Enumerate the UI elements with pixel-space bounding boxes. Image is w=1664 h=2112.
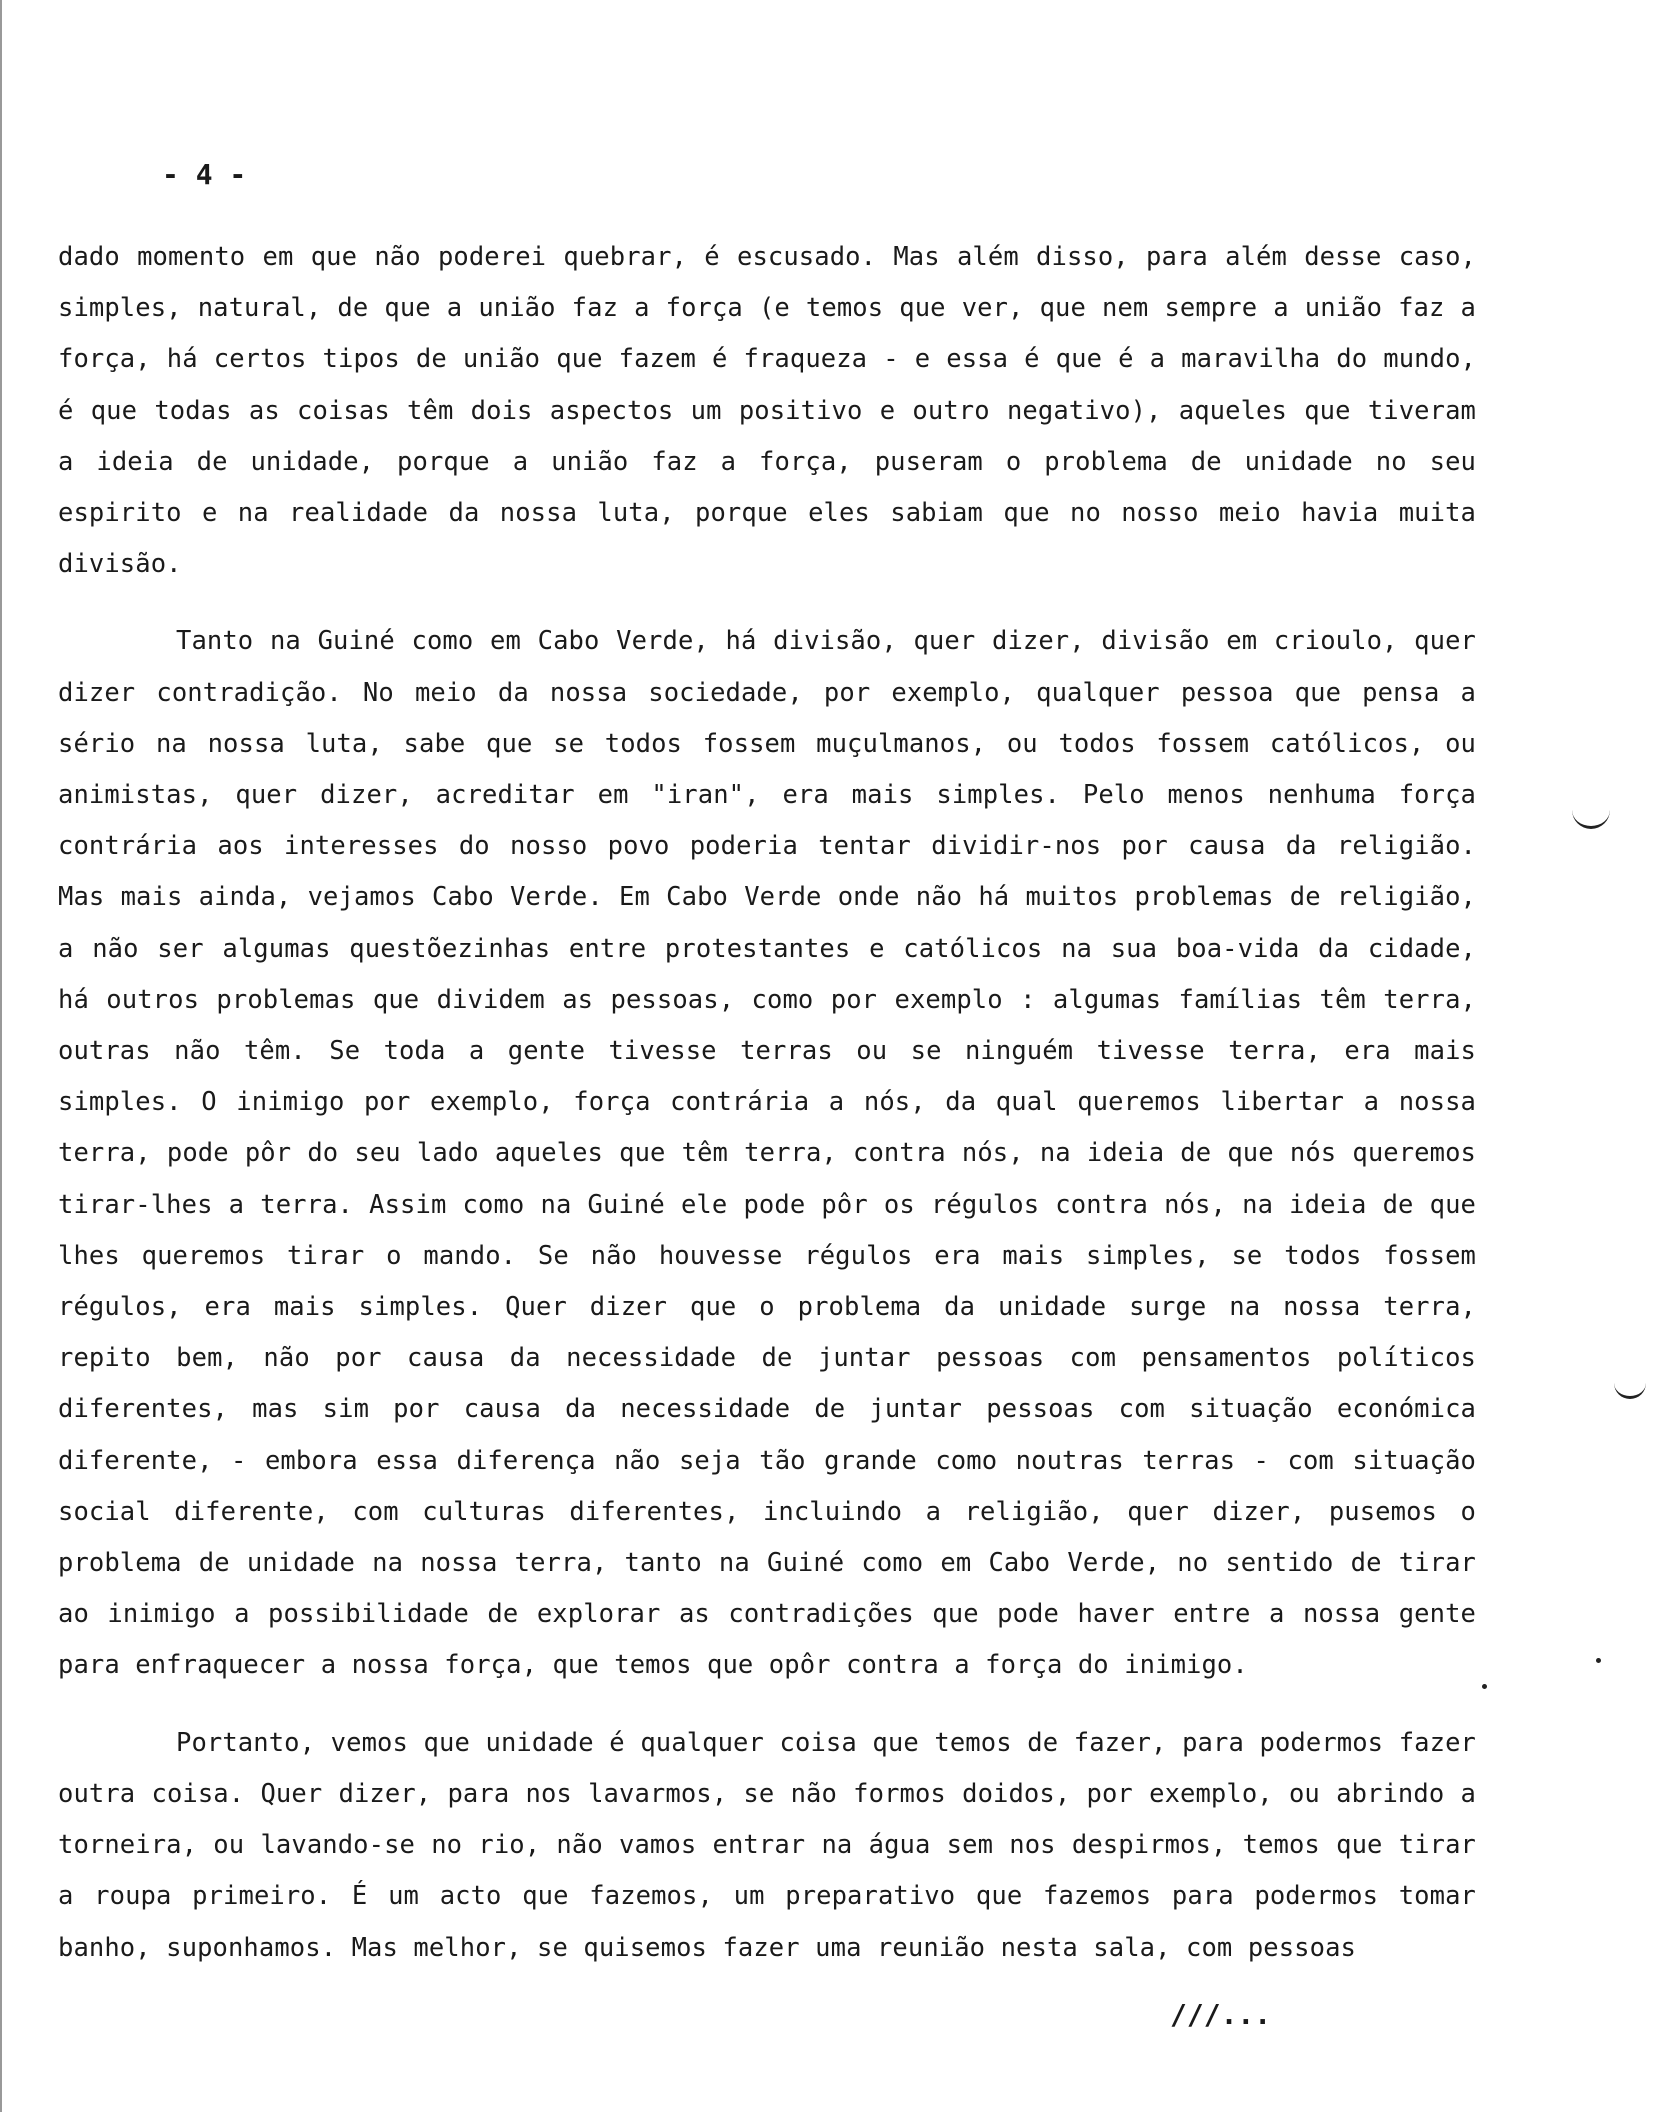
margin-dot [1482, 1684, 1487, 1689]
margin-smudge [1572, 806, 1610, 829]
margin-smudge [1614, 1378, 1646, 1399]
margin-dot [1596, 1658, 1601, 1663]
continuation-mark: ///... [1170, 1998, 1272, 2031]
page-edge-line [0, 0, 7, 2112]
paragraph-3: Portanto, vemos que unidade é qualquer coisa que temos de fazer, para podermos fazer outra coisa. Quer dizer, para nos lavarmos, se não formos doidos, por exemplo, ou abrindo a torneira, ou lavando-se no rio, não vamos entrar na água sem nos despirmos, temos que tirar a roupa primeiro. É um acto que fazemos, um preparativo que fazemos para podermos tomar banho, suponhamos. Mas melhor, se quisemos fazer uma reunião nesta sala, com pessoas [58, 1727, 1476, 1963]
body-text [58, 232, 1476, 1974]
page-number: - 4 - [162, 158, 247, 191]
paragraph-1: dado momento em que não poderei quebrar, é escusado. Mas além disso, para além desse caso, simples, natural, de que a união faz a força (e temos que ver, que nem sempre a união faz a força, há certos tipos de união que fazem é fraqueza - e essa é que é a maravilha do mundo, é que todas as coisas têm dois aspectos um positivo e outro negativo), aqueles que tiveram a ideia de unidade, porque a união faz a força, puseram o problema de unidade no seu espirito e na realidade da nossa luta, porque eles sabiam que no nosso meio havia muita divisão. [58, 242, 1476, 580]
paragraph-2: Tanto na Guiné como em Cabo Verde, há divisão, quer dizer, divisão em crioulo, quer dizer contradição. No meio da nossa sociedade, por exemplo, qualquer pessoa que pensa a sério na nossa luta, sabe que se todos fossem muçulmanos, ou todos fossem católicos, ou animistas, quer dizer, acreditar em "iran", era mais simples. Pelo menos nenhuma força contrária aos interesses do nosso povo poderia tentar dividir-nos por causa da religião. Mas mais ainda, vejamos Cabo Verde. Em Cabo Verde onde não há muitos problemas de religião, a não ser algumas questõezinhas entre protestantes e católicos na sua boa-vida da cidade, há outros problemas que dividem as pessoas, como por exemplo : algumas famílias têm terra, outras não têm. Se toda a gente tivesse terras ou se ninguém tivesse terra, era mais simples. O inimigo por exemplo, força contrária a nós, da qual queremos libertar a nossa terra, pode pôr do seu lado aqueles que têm terra, contra nós, na ideia de que nós queremos tirar-lhes a terra. Assim como na Guiné ele pode pôr os régulos contra nós, na ideia de que lhes queremos tirar o mando. Se não houvesse régulos era mais simples, se todos fossem régulos, era mais simples. Quer dizer que o problema da unidade surge na nossa terra, repito bem, não por causa da necessidade de juntar pessoas com pensamentos políticos diferentes, mas sim por causa da necessidade de juntar pessoas com situação económica diferente, - embora essa diferença não seja tão grande como noutras terras - com situação social diferente, com culturas diferentes, incluindo a religião, quer dizer, pusemos o problema de unidade na nossa terra, tanto na Guiné como em Cabo Verde, no sentido de tirar ao inimigo a possibilidade de explorar as contradições que pode haver entre a nossa gente para enfraquecer a nossa força, que temos que opôr contra a força do inimigo. [58, 626, 1476, 1681]
